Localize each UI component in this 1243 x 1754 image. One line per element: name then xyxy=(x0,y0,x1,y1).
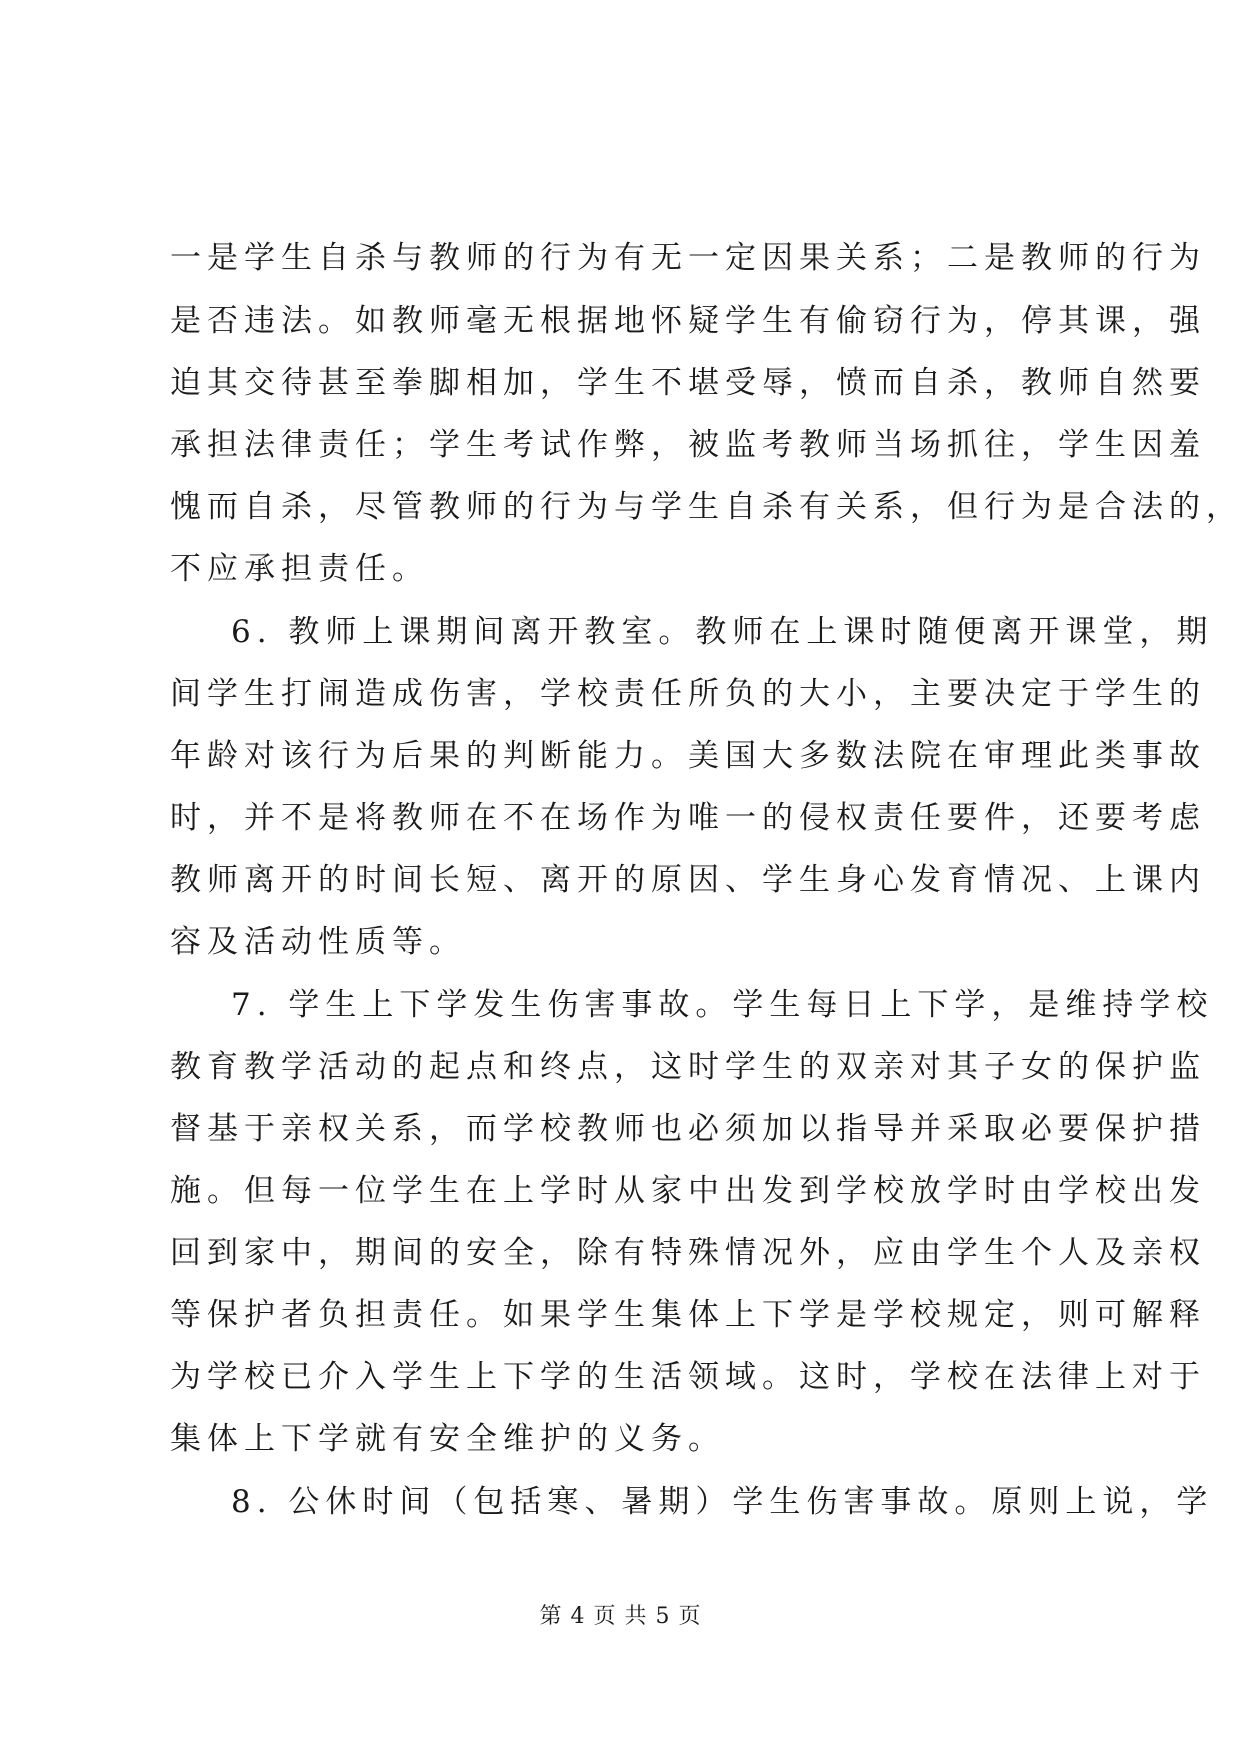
paragraph-line: 一是学生自杀与教师的行为有无一定因果关系；二是教师的行为 xyxy=(170,240,1206,276)
paragraph-line: 时，并不是将教师在不在场作为唯一的侵权责任要件，还要考虑 xyxy=(170,800,1206,836)
paragraph-line: 承担法律责任；学生考试作弊，被监考教师当场抓往，学生因羞 xyxy=(170,427,1206,463)
paragraph-line: 等保护者负担责任。如果学生集体上下学是学校规定，则可解释 xyxy=(170,1297,1206,1333)
paragraph-line: 6. 教师上课期间离开教室。教师在上课时随便离开课堂，期 xyxy=(231,614,1214,650)
paragraph-line: 施。但每一位学生在上学时从家中出发到学校放学时由学校出发 xyxy=(170,1173,1206,1209)
paragraph-line: 迫其交待甚至拳脚相加，学生不堪受辱，愤而自杀，教师自然要 xyxy=(170,365,1206,401)
paragraph-line: 年龄对该行为后果的判断能力。美国大多数法院在审理此类事故 xyxy=(170,738,1206,774)
paragraph-line: 是否违法。如教师毫无根据地怀疑学生有偷窃行为，停其课，强 xyxy=(170,303,1206,339)
paragraph-line: 教育教学活动的起点和终点，这时学生的双亲对其子女的保护监 xyxy=(170,1049,1206,1085)
paragraph-line: 8. 公休时间（包括寒、暑期）学生伤害事故。原则上说，学 xyxy=(231,1484,1214,1520)
paragraph-line: 7. 学生上下学发生伤害事故。学生每日上下学，是维持学校 xyxy=(231,987,1214,1023)
paragraph-line: 教师离开的时间长短、离开的原因、学生身心发育情况、上课内 xyxy=(170,862,1206,898)
paragraph-line: 间学生打闹造成伤害，学校责任所负的大小，主要决定于学生的 xyxy=(170,676,1206,712)
paragraph-line: 督基于亲权关系，而学校教师也必须加以指导并采取必要保护措 xyxy=(170,1111,1206,1147)
paragraph-line: 容及活动性质等。 xyxy=(170,924,466,960)
paragraph-line: 回到家中，期间的安全，除有特殊情况外，应由学生个人及亲权 xyxy=(170,1235,1206,1271)
page-number-footer: 第 4 页 共 5 页 xyxy=(539,1604,702,1629)
paragraph-line: 集体上下学就有安全维护的义务。 xyxy=(170,1421,725,1457)
paragraph-line: 愧而自杀，尽管教师的行为与学生自杀有关系，但行为是合法的， xyxy=(170,489,1243,525)
paragraph-line: 为学校已介入学生上下学的生活领域。这时，学校在法律上对于 xyxy=(170,1359,1206,1395)
paragraph-line: 不应承担责任。 xyxy=(170,551,429,587)
